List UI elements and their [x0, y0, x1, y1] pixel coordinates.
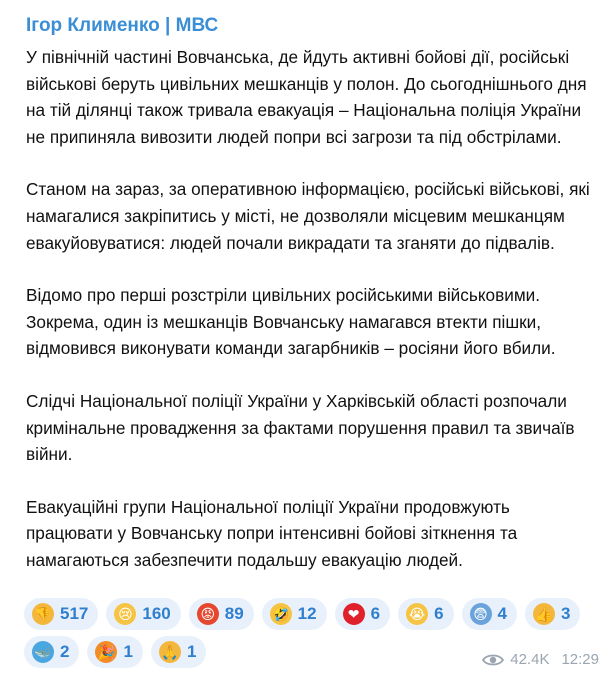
thumbs-up-icon: 👍	[533, 603, 555, 625]
red-heart-icon: ❤	[343, 603, 365, 625]
reaction-count: 6	[370, 604, 381, 623]
views-count: 42.4K	[510, 651, 550, 668]
reaction-pill[interactable]	[87, 636, 142, 668]
reaction-pill[interactable]	[462, 598, 517, 630]
loudly-crying-face-icon: 😭	[406, 603, 428, 625]
reaction-pill[interactable]	[189, 598, 254, 630]
angry-face-icon: 😡	[197, 603, 219, 625]
reaction-pill[interactable]	[335, 598, 390, 630]
reaction-pill[interactable]	[106, 598, 180, 630]
fearful-face-icon: 😨	[470, 603, 492, 625]
message-meta	[482, 651, 599, 668]
channel-author[interactable]: Ігор Клименко | МВС	[26, 15, 219, 36]
reaction-count: 1	[186, 642, 197, 661]
reaction-count: 2	[60, 642, 70, 661]
reactions-row	[24, 598, 604, 630]
reaction-count: 160	[142, 604, 171, 623]
party-popper-icon: 🎉	[95, 641, 117, 663]
praying-hands-icon: 🙏	[159, 641, 181, 663]
reaction-count: 89	[224, 604, 244, 623]
message-paragraph: У північній частині Вовчанська, де йдуть активні бойові дії, російські військові беруть цивільних мешканців у полон. До сьогоднішнього дня на тій ділянці також тривала евакуація – Національна поліція України не припиняла вивозити людей попри всі загрози та під обстрілами.	[26, 47, 587, 147]
whale-icon: 🐳	[32, 641, 54, 663]
reaction-count: 3	[561, 604, 571, 623]
message-paragraph: Слідчі Національної поліції України у Харківській області розпочали кримінальне провадження за фактами порушення правил та звичаїв війни.	[26, 390, 575, 465]
reaction-pill[interactable]	[24, 598, 98, 630]
message-paragraph: Станом на зараз, за оперативною інформацією, російські військові, які намагалися закріпитись у місті, не дозволяли місцевим мешканцям евакуйовуватися: людей почали викрадати та зганяти до підвалів.	[26, 179, 590, 253]
reaction-count: 6	[434, 604, 444, 623]
reaction-count: 517	[60, 604, 89, 623]
reaction-pill[interactable]	[262, 598, 327, 630]
reaction-count: 4	[497, 604, 507, 623]
message-paragraph: Відомо про перші розстріли цивільних російськими військовими. Зокрема, один із мешканців Вовчанську намагався втекти пішки, відмовився виконувати команди загарбників – росіяни його вбили.	[26, 285, 556, 359]
rofl-face-icon: 🤣	[270, 603, 292, 625]
reaction-pill[interactable]	[525, 598, 580, 630]
eye-icon	[482, 653, 504, 667]
reaction-count: 12	[297, 604, 317, 623]
thumbs-down-icon: 👎	[32, 603, 54, 625]
reaction-pill[interactable]	[398, 598, 453, 630]
reaction-pill[interactable]	[151, 636, 206, 668]
message-paragraph: Евакуаційні групи Національної поліції України продовжують працювати у Вовчанську попри інтенсивні бойові зіткнення та намагаються забезпечити подальшу евакуацію людей.	[26, 496, 518, 570]
message-time: 12:29	[561, 651, 599, 668]
reaction-pill[interactable]	[24, 636, 79, 668]
crying-face-icon: 😢	[114, 603, 136, 625]
reaction-count: 1	[123, 642, 133, 661]
